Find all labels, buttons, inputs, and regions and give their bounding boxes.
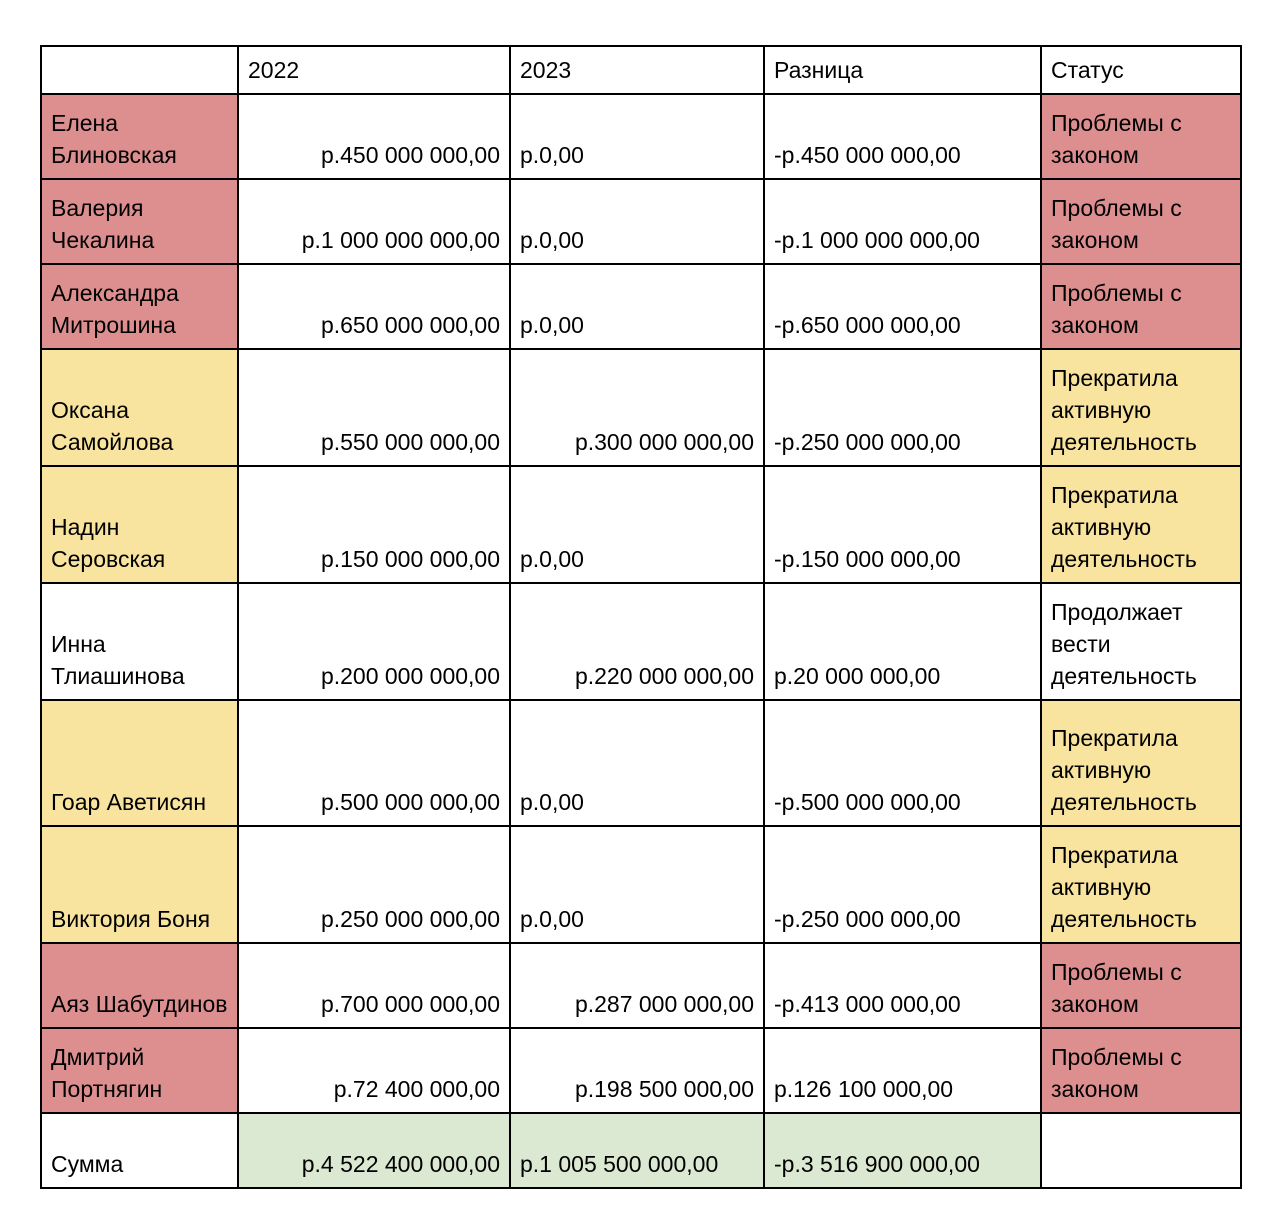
table-row-goar-avetisyan (41, 700, 1241, 826)
total-2022-cell[interactable]: р.4 522 400 000,00 (238, 1113, 510, 1188)
row-name-cell[interactable]: Александра Митрошина (41, 264, 238, 349)
row-name-cell[interactable]: Гоар Аветисян (41, 700, 238, 826)
value-2022-cell[interactable]: р.450 000 000,00 (238, 94, 510, 179)
diff-cell[interactable]: -р.150 000 000,00 (764, 466, 1041, 583)
row-name-cell[interactable]: Дмитрий Портнягин (41, 1028, 238, 1113)
diff-cell[interactable]: -р.450 000 000,00 (764, 94, 1041, 179)
row-name-cell[interactable]: Инна Тлиашинова (41, 583, 238, 700)
header-diff-cell[interactable]: Разница (764, 46, 1041, 94)
total-2023-cell[interactable]: р.1 005 500 000,00 (510, 1113, 764, 1188)
status-cell[interactable]: Проблемы с законом (1041, 179, 1241, 264)
table-row-valeriya-chekalina (41, 179, 1241, 264)
header-2022-cell[interactable]: 2022 (238, 46, 510, 94)
total-diff-cell[interactable]: -р.3 516 900 000,00 (764, 1113, 1041, 1188)
row-name-cell[interactable]: Надин Серовская (41, 466, 238, 583)
row-name-cell[interactable]: Валерия Чекалина (41, 179, 238, 264)
value-2023-cell[interactable]: р.0,00 (510, 700, 764, 826)
status-cell[interactable]: Продолжает вести деятельность (1041, 583, 1241, 700)
row-name-cell[interactable]: Виктория Боня (41, 826, 238, 943)
status-cell[interactable]: Проблемы с законом (1041, 1028, 1241, 1113)
row-name-cell[interactable]: Аяз Шабутдинов (41, 943, 238, 1028)
value-2023-cell[interactable]: р.198 500 000,00 (510, 1028, 764, 1113)
value-2022-cell[interactable]: р.150 000 000,00 (238, 466, 510, 583)
value-2023-cell[interactable]: р.0,00 (510, 826, 764, 943)
diff-cell[interactable]: -р.413 000 000,00 (764, 943, 1041, 1028)
value-2023-cell[interactable]: р.0,00 (510, 179, 764, 264)
header-status-cell[interactable]: Статус (1041, 46, 1241, 94)
value-2023-cell[interactable]: р.300 000 000,00 (510, 349, 764, 466)
table-row-nadin-serovskaya (41, 466, 1241, 583)
value-2022-cell[interactable]: р.250 000 000,00 (238, 826, 510, 943)
diff-cell[interactable]: -р.650 000 000,00 (764, 264, 1041, 349)
spreadsheet (40, 45, 1242, 1189)
value-2023-cell[interactable]: р.0,00 (510, 466, 764, 583)
value-2022-cell[interactable]: р.500 000 000,00 (238, 700, 510, 826)
row-name-cell[interactable]: Елена Блиновская (41, 94, 238, 179)
value-2023-cell[interactable]: р.0,00 (510, 94, 764, 179)
diff-cell[interactable]: -р.1 000 000 000,00 (764, 179, 1041, 264)
value-2023-cell[interactable]: р.0,00 (510, 264, 764, 349)
value-2022-cell[interactable]: р.1 000 000 000,00 (238, 179, 510, 264)
total-status-cell[interactable] (1041, 1113, 1241, 1188)
table-row-viktoriya-bonya (41, 826, 1241, 943)
total-row (41, 1113, 1241, 1188)
value-2022-cell[interactable]: р.700 000 000,00 (238, 943, 510, 1028)
value-2022-cell[interactable]: р.650 000 000,00 (238, 264, 510, 349)
table-row-ayaz-shabutdinov (41, 943, 1241, 1028)
total-label-cell[interactable]: Сумма (41, 1113, 238, 1188)
diff-cell[interactable]: р.126 100 000,00 (764, 1028, 1041, 1113)
value-2023-cell[interactable]: р.287 000 000,00 (510, 943, 764, 1028)
value-2022-cell[interactable]: р.72 400 000,00 (238, 1028, 510, 1113)
table-row-inna-tliashinova (41, 583, 1241, 700)
diff-cell[interactable]: -р.250 000 000,00 (764, 349, 1041, 466)
table-row-oksana-samoylova (41, 349, 1241, 466)
diff-cell[interactable]: -р.250 000 000,00 (764, 826, 1041, 943)
value-2022-cell[interactable]: р.200 000 000,00 (238, 583, 510, 700)
status-cell[interactable]: Прекратила активную деятельность (1041, 826, 1241, 943)
table-row-aleksandra-mitroshina (41, 264, 1241, 349)
table-row-elena-blinovskaya (41, 94, 1241, 179)
status-cell[interactable]: Проблемы с законом (1041, 943, 1241, 1028)
header-2023-cell[interactable]: 2023 (510, 46, 764, 94)
diff-cell[interactable]: р.20 000 000,00 (764, 583, 1041, 700)
diff-cell[interactable]: -р.500 000 000,00 (764, 700, 1041, 826)
row-name-cell[interactable]: Оксана Самойлова (41, 349, 238, 466)
status-cell[interactable]: Прекратила активную деятельность (1041, 349, 1241, 466)
header-empty-cell[interactable] (41, 46, 238, 94)
status-cell[interactable]: Проблемы с законом (1041, 264, 1241, 349)
value-2023-cell[interactable]: р.220 000 000,00 (510, 583, 764, 700)
table-row-dmitriy-portnyagin (41, 1028, 1241, 1113)
status-cell[interactable]: Прекратила активную деятельность (1041, 466, 1241, 583)
status-cell[interactable]: Проблемы с законом (1041, 94, 1241, 179)
status-cell[interactable]: Прекратила активную деятельность (1041, 700, 1241, 826)
influencer-earnings-table (40, 45, 1242, 1189)
value-2022-cell[interactable]: р.550 000 000,00 (238, 349, 510, 466)
header-row (41, 46, 1241, 94)
